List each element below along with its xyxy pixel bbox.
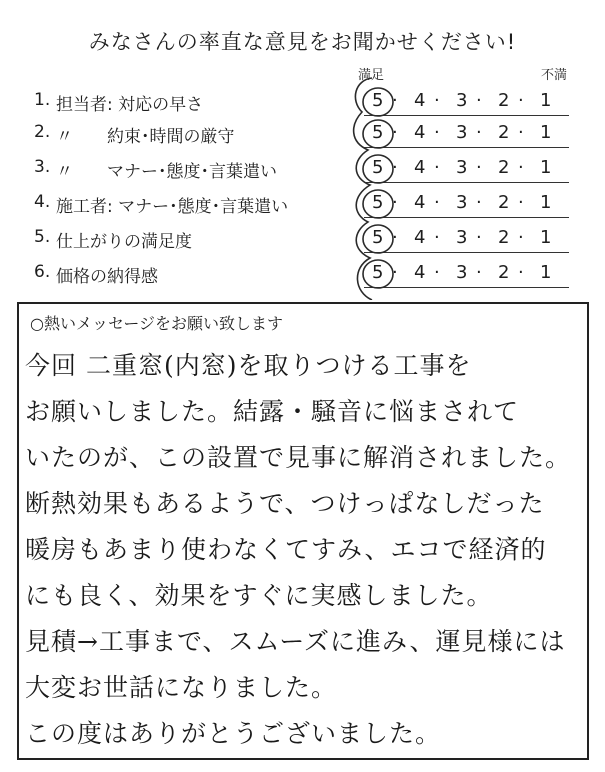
survey-item-row: [34, 260, 569, 290]
rating-option-2[interactable]: 2: [498, 157, 510, 178]
rating-separator: ·: [434, 192, 440, 213]
rating-option-4[interactable]: 4: [414, 192, 426, 213]
rating-underline: [364, 252, 569, 253]
rating-separator: ·: [518, 122, 524, 143]
rating-separator: ·: [392, 227, 398, 248]
message-line: お願いしました。結露・騒音に悩まされて: [25, 397, 520, 426]
rating-scale: [368, 120, 568, 150]
rating-scale: [368, 225, 568, 255]
rating-option-5[interactable]: 5: [372, 227, 384, 248]
rating-option-1[interactable]: 1: [540, 122, 552, 143]
rating-option-1[interactable]: 1: [540, 157, 552, 178]
rating-option-2[interactable]: 2: [498, 262, 510, 283]
rating-separator: ·: [518, 262, 524, 283]
rating-option-1[interactable]: 1: [540, 192, 552, 213]
survey-title: みなさんの率直な意見をお聞かせください!: [88, 30, 517, 54]
rating-option-5[interactable]: 5: [372, 157, 384, 178]
survey-item-row: [34, 88, 569, 118]
rating-separator: ·: [392, 157, 398, 178]
message-line: にも良く、効果をすぐに実感しました。: [25, 581, 493, 610]
rating-option-2[interactable]: 2: [498, 192, 510, 213]
message-box-title: ○熱いメッセージをお願い致します: [30, 314, 284, 333]
rating-separator: ·: [518, 157, 524, 178]
message-box: [17, 302, 589, 760]
rating-scale: [368, 190, 568, 220]
rating-separator: ·: [392, 90, 398, 111]
survey-item-label: 施工者: マナー･態度･言葉遣い: [56, 197, 289, 217]
rating-option-4[interactable]: 4: [414, 262, 426, 283]
rating-option-2[interactable]: 2: [498, 227, 510, 248]
rating-separator: ·: [518, 192, 524, 213]
rating-separator: ·: [476, 157, 482, 178]
rating-option-5[interactable]: 5: [372, 262, 384, 283]
survey-item-number: 5.: [34, 227, 51, 247]
survey-item-label: 〃 マナー･態度･言葉遣い: [56, 162, 277, 182]
rating-underline: [364, 287, 569, 288]
survey-item-label: 担当者: 対応の早さ: [56, 95, 204, 115]
rating-option-3[interactable]: 3: [456, 122, 468, 143]
rating-separator: ·: [518, 90, 524, 111]
rating-separator: ·: [434, 262, 440, 283]
rating-option-5[interactable]: 5: [372, 90, 384, 111]
rating-separator: ·: [392, 192, 398, 213]
survey-item-label: 仕上がりの満足度: [56, 232, 192, 252]
scale-low-label: 不満: [541, 68, 568, 83]
survey-item-number: 3.: [34, 157, 51, 177]
survey-item-row: [34, 190, 569, 220]
rating-underline: [364, 217, 569, 218]
message-line: 今回 二重窓(内窓)を取りつける工事を: [25, 351, 472, 380]
rating-option-3[interactable]: 3: [456, 90, 468, 111]
rating-option-3[interactable]: 3: [456, 157, 468, 178]
rating-separator: ·: [476, 90, 482, 111]
survey-item-number: 4.: [34, 192, 51, 212]
rating-scale: [368, 260, 568, 290]
rating-option-4[interactable]: 4: [414, 122, 426, 143]
rating-option-2[interactable]: 2: [498, 122, 510, 143]
survey-item-row: [34, 155, 569, 185]
rating-option-3[interactable]: 3: [456, 227, 468, 248]
rating-separator: ·: [392, 122, 398, 143]
message-line: この度はありがとうございました。: [25, 719, 442, 748]
message-line: 暖房もあまり使わなくてすみ、エコで経済的: [25, 535, 547, 564]
rating-underline: [364, 115, 569, 116]
message-line: 断熱効果もあるようで、つけっぱなしだった: [25, 489, 545, 518]
rating-scale: [368, 155, 568, 185]
message-line: いたのが、この設置で見事に解消されました。: [25, 443, 572, 472]
message-line: 見積→工事まで、スムーズに進み、運見様には: [25, 627, 566, 656]
rating-option-2[interactable]: 2: [498, 90, 510, 111]
rating-option-4[interactable]: 4: [414, 227, 426, 248]
rating-separator: ·: [476, 192, 482, 213]
rating-separator: ·: [434, 227, 440, 248]
rating-separator: ·: [518, 227, 524, 248]
survey-item-row: [34, 120, 569, 150]
survey-item-label: 価格の納得感: [56, 267, 158, 287]
rating-separator: ·: [434, 157, 440, 178]
rating-separator: ·: [434, 122, 440, 143]
rating-underline: [364, 147, 569, 148]
rating-separator: ·: [392, 262, 398, 283]
rating-option-3[interactable]: 3: [456, 192, 468, 213]
rating-option-1[interactable]: 1: [540, 90, 552, 111]
rating-option-1[interactable]: 1: [540, 227, 552, 248]
rating-option-5[interactable]: 5: [372, 192, 384, 213]
rating-option-4[interactable]: 4: [414, 90, 426, 111]
rating-scale: [368, 88, 568, 118]
survey-item-label: 〃 約束･時間の厳守: [56, 127, 235, 147]
message-line: 大変お世話になりました。: [25, 673, 338, 702]
rating-option-5[interactable]: 5: [372, 122, 384, 143]
scale-high-label: 満足: [358, 68, 385, 83]
survey-item-number: 6.: [34, 262, 51, 282]
survey-item-number: 2.: [34, 122, 51, 142]
rating-separator: ·: [434, 90, 440, 111]
rating-option-3[interactable]: 3: [456, 262, 468, 283]
rating-option-4[interactable]: 4: [414, 157, 426, 178]
rating-separator: ·: [476, 262, 482, 283]
survey-item-row: [34, 225, 569, 255]
rating-option-1[interactable]: 1: [540, 262, 552, 283]
rating-separator: ·: [476, 227, 482, 248]
survey-item-number: 1.: [34, 90, 51, 110]
rating-separator: ·: [476, 122, 482, 143]
rating-underline: [364, 182, 569, 183]
